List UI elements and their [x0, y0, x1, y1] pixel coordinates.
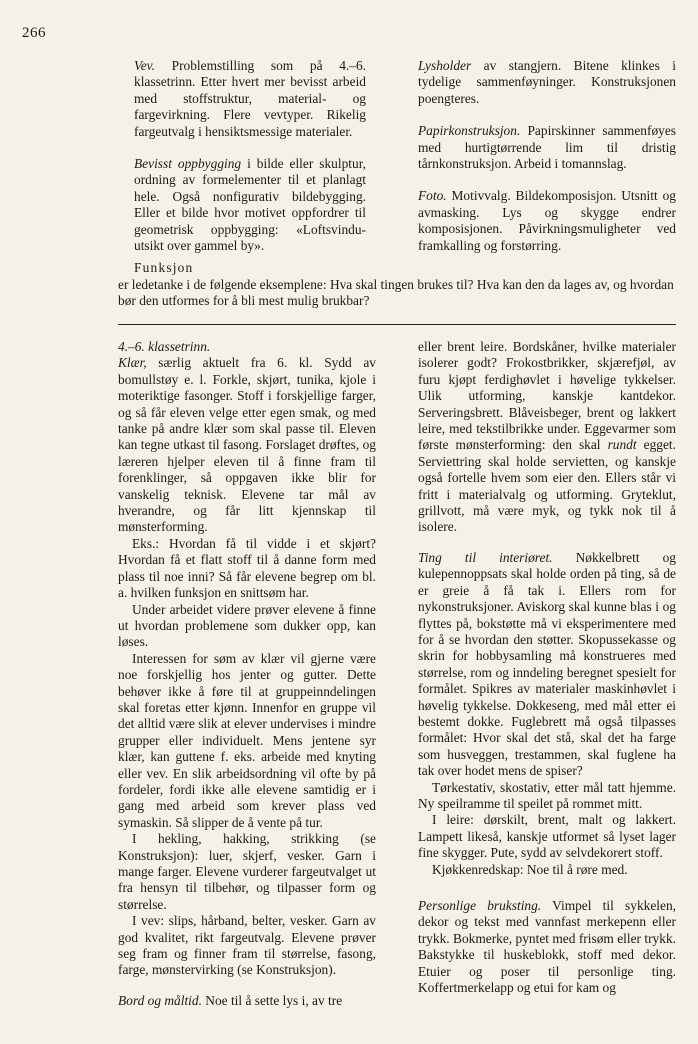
main-right-column [418, 339, 676, 996]
term-bevisst-oppbygging: Bevisst oppbygging [134, 156, 242, 172]
paragraph-bord-og-maltid [118, 993, 376, 1009]
text-papirkonstruksjon: Papirskinner sammenføyes med hurtigtørrende lim til dristig tårnkonstruksjon. Arbeid i tomannslag. [418, 123, 676, 172]
paragraph-foto [418, 188, 676, 254]
term-klaer: Klær, [118, 355, 147, 371]
term-lysholder: Lysholder [418, 58, 472, 73]
grade-heading: 4.–6. klassetrinn. [118, 339, 211, 354]
lead-question: Hva skal tingen brukes til? Hva kan den da lages av, og hvordan bør den utformes for å bli mest mulig brukbar? [118, 277, 674, 309]
page-number: 266 [22, 25, 46, 41]
emphasis-rundt: rundt [607, 437, 637, 453]
paragraph-interior [418, 550, 676, 780]
term-vev: Vev. [134, 58, 155, 73]
paragraph-vev-body: I vev: slips, hårband, belter, vesker. Garn av god kvalitet, rikt fargeutvalg. Elevene prøver seg fram og finner fram til størrelse, fasong, farge, mønstervirking (se Konstruksjon). [118, 913, 376, 978]
paragraph-kjokkenredskap: Kjøkkenredskap: Noe til å røre med. [432, 861, 628, 877]
text-vev: Problemstilling som på 4.–6. klassetrinn. Etter hvert mer bevisst arbeid med stoffstruktur, material- og fargevirkning. Flere vevtyper. Rikelig fargeutvalg i hensiktsmessige materialer. [134, 58, 366, 139]
paragraph-i-leire: I leire: dørskilt, brent, malt og lakkert. Lampett likeså, kanskje utformet så lyset lager fine skygger. Pute, sydd av selvdekorert stoff. [418, 812, 676, 861]
paragraph-personlige [418, 898, 676, 996]
section-heading: Funksjon [134, 260, 194, 275]
paragraph-torkestativ: Tørkestativ, skostativ, etter mål tatt hjemme. Ny speilramme til speilet på rommet mitt. [418, 779, 676, 811]
paragraph-under-arbeidet: Under arbeidet videre prøver elevene å finne ut hvordan problemene som dukker opp, kan løses. [118, 601, 376, 650]
text-personlige: Vimpel til sykkelen, dekor og tekst med vannfast merkepenn eller trykk. Bokmerke, pyntet med frisøm eller trykk. Bakstykke til huskeblokk, stoff med dekor. Etuier og poser til personlige ting. Koffertmerkelapp og etui for kam og [418, 898, 676, 996]
paragraph-vev [134, 58, 366, 140]
section-divider [118, 324, 676, 325]
term-interior: Ting til interiøret. [418, 549, 553, 565]
text-interior: Nøkkelbrett og kulepennoppsats skal holde orden på ting, så de er greie å få tak i. Ellers rom for nykonstruksjoner. Aviskorg skal kunne blas i og flyttes på, bokstøtte må vi eksperimentere med for å se hvordan den støtter. Skopussekasse og skrin for hobbysamling må konstrueres med størrelse, rom og inndeling beregnet spesielt for formålet. Spikres av materialer maskinhøvlet i høvelig tykkelse. Dokkeseng, med mål etter ei bestemt dokke. Fuglebrett må også tilpasses formålet: Hvor skal det stå, skal det ha farge som husveggen, trestammen, skal fuglene ha tak over hodet mens de spiser? [418, 549, 676, 779]
text-leire-a: eller brent leire. Bordskåner, hvilke materialer isolerer godt? Frokostbrikker, skjærefjøl, av furu kjøpt ferdighøvlet i høvelige tykkelser. Ulik utforming, kanskje kantdekor. Serveringsbrett. Blåveisbeger, brent og lakkert leire, med tekstilbrikke under. Eggevarmer som første mønsterforming: den skal [418, 339, 676, 453]
paragraph-interessen: Interessen for søm av klær vil gjerne være noe forskjellig hos jenter og gutter. Dette behøver ikke å føre til at gruppeinndelingen skal foretas etter kjønn. Innenfor en gruppe vil det alltid være slik at elever undervises i mindre grupper eller individuelt. Mens jentene syr klær, kan guttene f. eks. arbeide med knyting eller vev. En slik arbeidsordning vil ofte by på fordeler, fordi ikke alle elevene samtidig er i gang med arbeid som krever plass ved symaskin. Så slipper de å vente på tur. [118, 650, 376, 830]
lead-intro: er ledetanke i de følgende eksemplene: [118, 277, 330, 292]
text-foto: Motivvalg. Bildekomposisjon. Utsnitt og avmasking. Lys og skygge endrer komposisjonen. Påvirkningsmuligheter ved framkalling og forstørring. [418, 188, 676, 253]
lead-text [118, 277, 676, 310]
text-klaer: særlig aktuelt fra 6. kl. Sydd av bomullstøy e. l. Forkle, skjørt, tunika, kjole i moteriktige fasonger. Stoff i forskjellige farger, og så får eleven velge etter egen smak, og med tanke på andre klær som skal passe til. Eleven kan tegne utkast til fasong. Forslaget drøftes, og læreren hjelper eleven til å finne fram til forenklinger, så oppgaven ikke blir for vanskelig teknisk. Elevene tar mål av hverandre, og får litt kjennskap til mønsterforming. [118, 355, 376, 535]
text-lysholder: av stangjern. Bitene klinkes i tydelige sammenføyninger. Konstruksjonen poengteres. [418, 58, 676, 106]
text-leire-b: egget. Serviettring skal holde servietten, og kanskje også fortelle hvem som eier den. Ellers står vi fritt i materialvalg og utforming. Gryteklut, grillvott, må være myk, og tykk nok til å isolere. [418, 437, 676, 535]
top-right-column [418, 58, 676, 254]
paragraph-leire [418, 339, 676, 536]
paragraph-bevisst-oppbygging [134, 156, 366, 254]
paragraph-klaer [118, 355, 376, 535]
text-bevisst-oppbygging: i bilde eller skulptur, ordning av formelementer til et planlagt hele. Også nonfigurativ bildebygging. Eller et bilde hvor motivet oppfordrer til geometrisk oppbygging: «Loftsvindu-utsikt over gammel by». [134, 156, 366, 254]
paragraph-example: Eks.: Hvordan få til vidde i et skjørt? Hvordan få et flatt stoff til å danne form med plass til noe inni? Så får elevene begrep om bl. a. hvilken funksjon en snittsøm har. [118, 535, 376, 601]
paragraph-lysholder [418, 58, 676, 107]
paragraph-hekling: I hekling, hakking, strikking (se Konstruksjon): luer, skjerf, vesker. Garn i mange farger. Elevene vurderer fargeutvalget ut fra hensyn til tilbehør, og tilpasser form og størrelse. [118, 831, 376, 912]
term-papirkonstruksjon: Papirkonstruksjon. [418, 123, 521, 139]
top-left-column [134, 58, 366, 254]
term-bord-og-maltid: Bord og måltid. [118, 992, 202, 1008]
term-foto: Foto. [418, 188, 447, 204]
main-left-column [118, 339, 376, 1009]
paragraph-papirkonstruksjon [418, 123, 676, 172]
text-bord-og-maltid: Noe til å sette lys i, av tre [201, 992, 343, 1008]
term-personlige: Personlige bruksting. [418, 898, 542, 913]
